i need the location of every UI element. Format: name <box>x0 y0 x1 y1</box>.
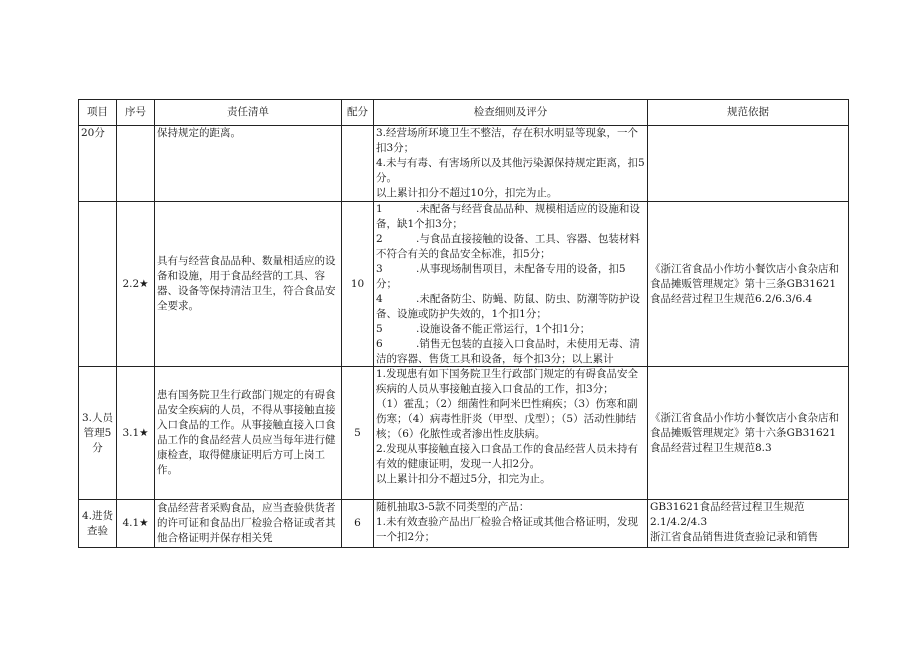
score-cell: 10 <box>342 202 374 367</box>
item-cell: 4.进货查验 <box>79 500 117 548</box>
check-option <box>376 262 645 292</box>
header-duty: 责任清单 <box>155 100 342 126</box>
seq-cell: 3.1★ <box>117 367 155 500</box>
score-cell: 6 <box>342 500 374 548</box>
header-row <box>79 100 849 126</box>
option-number: 6 <box>376 338 383 350</box>
seq-cell: 2.2★ <box>117 202 155 367</box>
check-option <box>376 232 645 262</box>
option-number: 5 <box>376 323 383 335</box>
check-cell <box>374 202 648 367</box>
option-text: .从事现场制售项目，未配备专用的设备，扣5分； <box>376 263 626 290</box>
basis-cell: 《浙江省食品小作坊小餐饮店小食杂店和食品摊贩管理规定》第十三条GB31621食品经营过程卫生规范6.2/6.3/6.4 <box>648 202 849 367</box>
item-cell <box>79 202 117 367</box>
basis-line: 浙江省食品销售进货查验记录和销售 <box>650 531 818 543</box>
basis-cell: 《浙江省食品小作坊小餐饮店小食杂店和食品摊贩管理规定》第十六条GB31621食品经营过程卫生规范8.3 <box>648 367 849 500</box>
option-text: .销售无包装的直接入口食品时，未使用无毒、清洁的容器、售货工具和设备，每个扣3分；以上累计 <box>376 338 640 365</box>
item-cell: 3.人员管理5分 <box>79 367 117 500</box>
option-number: 3 <box>376 263 383 275</box>
duty-cell: 保持规定的距离。 <box>155 126 342 202</box>
header-score: 配分 <box>342 100 374 126</box>
table-row <box>79 202 849 367</box>
basis-line: GB31621食品经营过程卫生规范 <box>650 501 805 513</box>
option-number: 1 <box>376 203 383 215</box>
check-line: 1.未有效查验产品出厂检验合格证或其他合格证明，发现一个扣2分； <box>376 516 639 543</box>
score-cell <box>342 126 374 202</box>
option-number: 2 <box>376 233 383 245</box>
item-cell: 20分 <box>79 126 117 202</box>
seq-cell <box>117 126 155 202</box>
header-check: 检查细则及评分 <box>374 100 648 126</box>
header-basis: 规范依据 <box>648 100 849 126</box>
check-option <box>376 202 645 232</box>
check-line: 以上累计扣分不超过5分，扣完为止。 <box>376 473 551 485</box>
option-text: .未配备与经营食品品种、规模相适应的设施和设备，缺1个扣3分； <box>376 203 640 230</box>
header-seq: 序号 <box>117 100 155 126</box>
check-line: 4.未与有毒、有害场所以及其他污染源保持规定距离，扣5分。 <box>376 157 645 184</box>
checklist-table <box>78 99 849 548</box>
check-option <box>376 292 645 322</box>
seq-cell: 4.1★ <box>117 500 155 548</box>
basis-cell <box>648 126 849 202</box>
check-line: 以上累计扣分不超过10分，扣完为止。 <box>376 187 558 199</box>
check-option <box>376 322 645 337</box>
option-text: .设施设备不能正常运行，1个扣1分； <box>416 323 591 335</box>
check-option <box>376 337 645 366</box>
option-text: .与食品直接接触的设备、工具、容器、包装材料不符合有关的食品安全标准，扣5分； <box>376 233 640 260</box>
basis-cell <box>648 500 849 548</box>
check-line: 2.发现从事接触直接入口食品工作的食品经营人员未持有有效的健康证明，发现一人扣2分。 <box>376 443 639 470</box>
check-line: 3.经营场所环境卫生不整洁，存在积水明显等现象，一个扣3分； <box>376 127 639 154</box>
table-row <box>79 126 849 202</box>
table-row <box>79 500 849 548</box>
check-line: （1）霍乱；（2）细菌性和阿米巴性痢疾；（3）伤寒和副伤寒；（4）病毒性肝炎（甲型、戊型）；（5）活动性肺结核；（6）化脓性或者渗出性皮肤病。 <box>376 398 638 440</box>
score-cell: 5 <box>342 367 374 500</box>
option-text: .未配备防尘、防蝇、防鼠、防虫、防潮等防护设备、设施或防护失效的，1个扣1分； <box>376 293 640 320</box>
option-number: 4 <box>376 293 383 305</box>
check-cell <box>374 367 648 500</box>
check-cell <box>374 500 648 548</box>
check-line: 随机抽取3-5款不同类型的产品： <box>376 501 530 513</box>
duty-cell: 具有与经营食品品种、数量相适应的设备和设施，用于食品经营的工具、容器、设备等保持清洁卫生，符合食品安全要求。 <box>155 202 342 367</box>
duty-cell: 食品经营者采购食品，应当查验供货者的许可证和食品出厂检验合格证或者其他合格证明并保存相关凭 <box>155 500 342 548</box>
table-row <box>79 367 849 500</box>
check-line: 1.发现患有如下国务院卫生行政部门规定的有碍食品安全疾病的人员从事接触直接入口食品的工作，扣3分； <box>376 368 639 395</box>
basis-line: 2.1/4.2/4.3 <box>650 516 708 528</box>
header-item: 项目 <box>79 100 117 126</box>
duty-cell: 患有国务院卫生行政部门规定的有碍食品安全疾病的人员，不得从事接触直接入口食品的工作。从事接触直接入口食品工作的食品经营人员应当每年进行健康检查，取得健康证明后方可上岗工作。 <box>155 367 342 500</box>
check-cell <box>374 126 648 202</box>
